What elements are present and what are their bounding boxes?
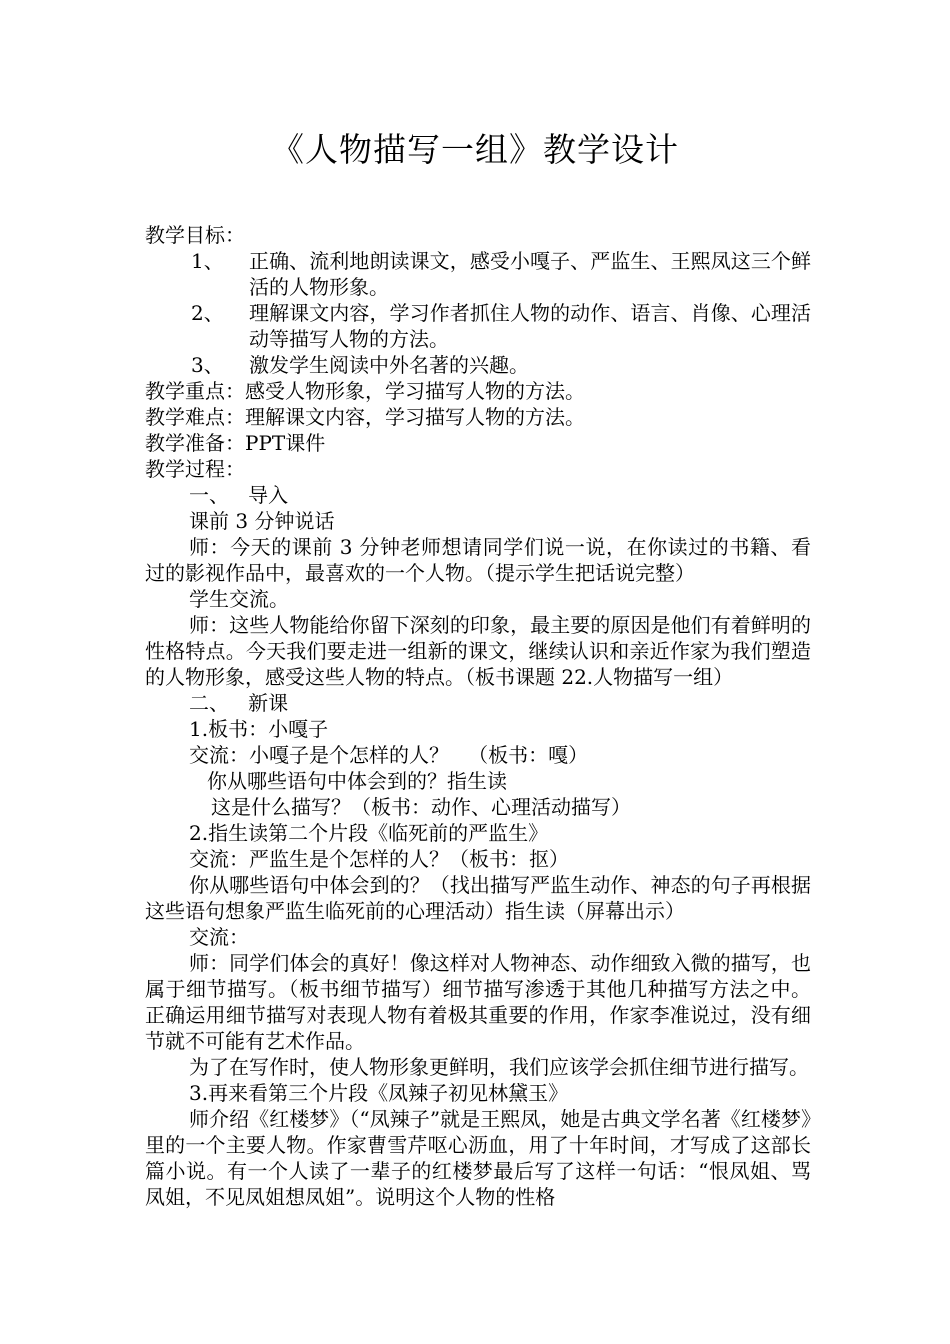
paragraph: 师：今天的课前 3 分钟老师想请同学们说一说，在你读过的书籍、看过的影视作品中，最喜欢的一个人物。（提示学生把话说完整）: [145, 535, 811, 585]
section-subheading: 课前 3 分钟说话: [189, 509, 335, 533]
discussion-line: 交流：小嘎子是个怎样的人？ （板书：嘎）: [189, 743, 589, 767]
paragraph: 师介绍《红楼梦》（“凤辣子”就是王熙凤，她是古典文学名著《红楼梦》里的一个主要人物。作家曹雪芹呕心沥血，用了十年时间，才写成了这部长篇小说。有一个人读了一辈子的红楼梦最后写了这样一句话：“恨凤姐、骂凤姐，不见凤姐想凤姐”。说明这个人物的性格: [145, 1107, 811, 1209]
section-heading-new: 二、 新课: [189, 691, 289, 715]
paragraph: 为了在写作时，使人物形象更鲜明，我们应该学会抓住细节进行描写。: [189, 1055, 809, 1079]
key-point: 教学重点：感受人物形象，学习描写人物的方法。: [145, 379, 585, 403]
goal-number: 2、: [191, 301, 224, 325]
goal-item-3: [145, 352, 811, 378]
preparation: 教学准备：PPT课件: [145, 431, 326, 455]
section-heading-intro: 一、 导入: [189, 483, 289, 507]
goals-heading: 教学目标：: [145, 223, 245, 247]
paragraph: 师：同学们体会的真好！像这样对人物神态、动作细致入微的描写，也属于细节描写。（板书细节描写）细节描写渗透于其他几种描写方法之中。正确运用细节描写对表现人物有着极其重要的作用，作家李准说过，没有细节就不可能有艺术作品。: [145, 951, 811, 1053]
document-body: [145, 222, 811, 1210]
step-heading-2: 2.指生读第二个片段《临死前的严监生》: [189, 821, 549, 845]
paragraph: 学生交流。: [189, 587, 289, 611]
goal-number: 1、: [191, 249, 224, 273]
step-heading-1: 1.板书：小嘎子: [189, 717, 329, 741]
process-heading: 教学过程：: [145, 457, 245, 481]
discussion-line: 这是什么描写？（板书：动作、心理活动描写）: [211, 795, 631, 819]
page-title: 《人物描写一组》教学设计: [271, 130, 679, 169]
goal-text: 激发学生阅读中外名著的兴趣。: [249, 353, 529, 377]
goal-item-1: [145, 248, 811, 300]
discussion-line: 交流：严监生是个怎样的人？（板书：抠）: [189, 847, 569, 871]
step-heading-3: 3.再来看第三个片段《凤辣子初见林黛玉》: [189, 1081, 569, 1105]
paragraph: 你从哪些语句中体会到的？（找出描写严监生动作、神态的句子再根据这些语句想象严监生临死前的心理活动）指生读（屏幕出示）: [145, 873, 811, 923]
goal-text: 正确、流利地朗读课文，感受小嘎子、严监生、王熙凤这三个鲜活的人物形象。: [249, 249, 811, 299]
paragraph: 师：这些人物能给你留下深刻的印象，最主要的原因是他们有着鲜明的性格特点。今天我们要走进一组新的课文，继续认识和亲近作家为我们塑造的人物形象，感受这些人物的特点。（板书课题 22.人物描写一组）: [145, 613, 811, 689]
difficulty: 教学难点：理解课文内容，学习描写人物的方法。: [145, 405, 585, 429]
goal-item-2: [145, 300, 811, 352]
goal-text: 理解课文内容，学习作者抓住人物的动作、语言、肖像、心理活动等描写人物的方法。: [249, 301, 811, 351]
discussion-line: 你从哪些语句中体会到的？指生读: [207, 769, 507, 793]
goal-number: 3、: [191, 353, 224, 377]
paragraph: 交流：: [189, 925, 249, 949]
